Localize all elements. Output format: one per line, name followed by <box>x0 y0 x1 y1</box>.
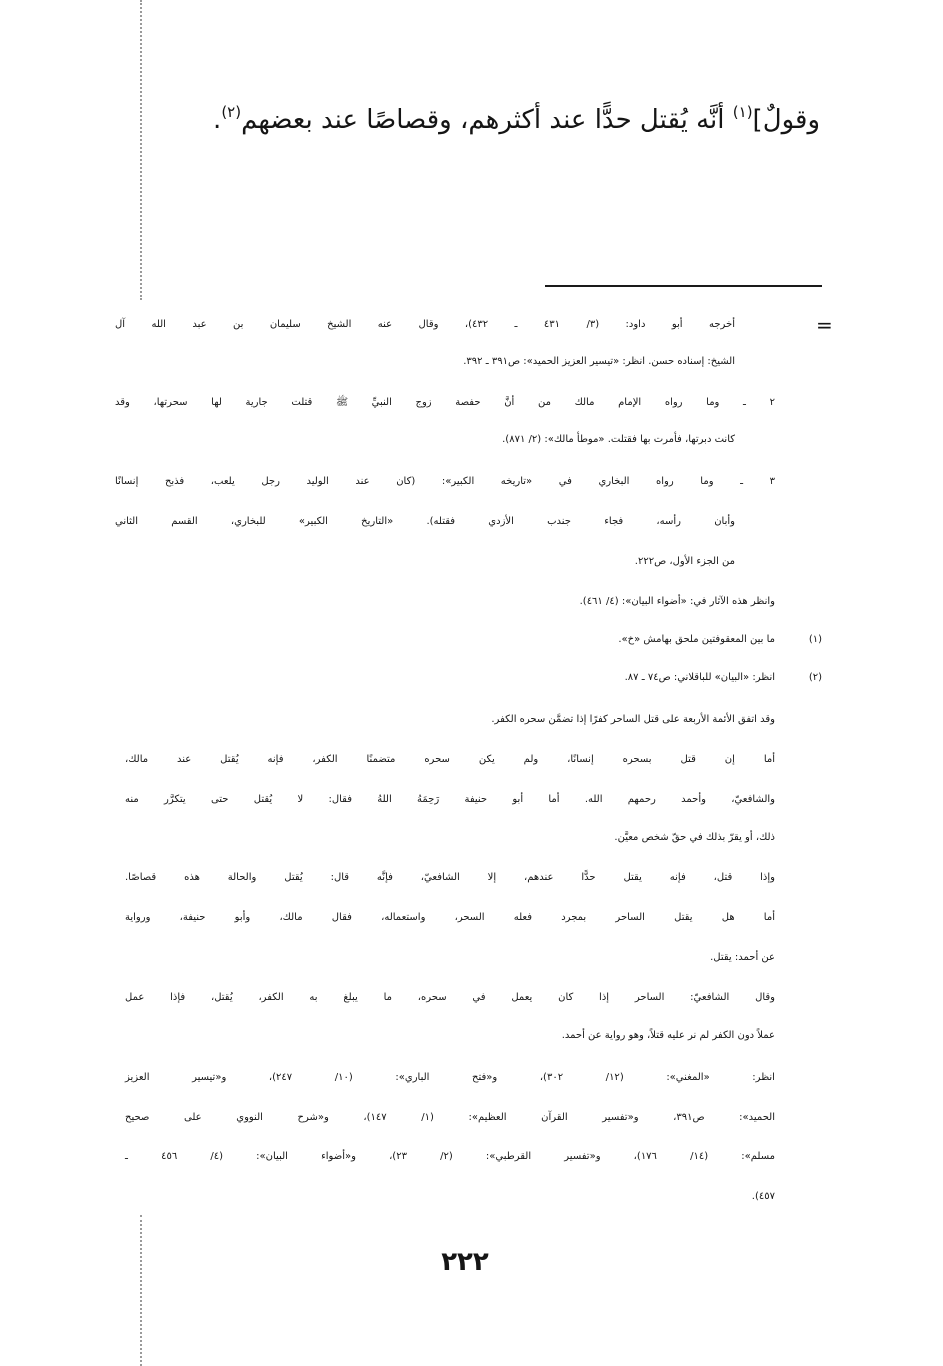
footnote-separator <box>545 285 822 287</box>
footnote-line: كانت دبرتها، فأمرت بها فقتلت. «موطأ مالك»: (٢/ ٨٧١). <box>502 434 735 445</box>
appended-note-line: عن أحمد: يقتل. <box>710 952 775 963</box>
footnote-line: من الجزء الأول، ص٢٢٢. <box>634 556 735 567</box>
footnote-ref-2: (٢) <box>221 103 242 121</box>
appended-note-line: عملاً دون الكفر لم نر عليه قتلاً، وهو رواية عن أحمد. <box>561 1030 775 1041</box>
footnote-line: وأبان رأسه، فجاء جندب الأزدي فقتله). «التاريخ الكبير» للبخاري، القسم الثاني <box>115 516 735 527</box>
scan-margin-dots <box>140 0 142 300</box>
appended-note-line: وقد اتفق الأئمة الأربعة على قتل الساحر كفرًا إذا تضمَّن سحره الكفر. <box>491 714 775 725</box>
footnote-line: وانظر هذه الآثار في: «أضواء البيان»: (٤/ ٤٦١). <box>579 596 775 607</box>
appended-note-line: ٤٥٧). <box>751 1191 775 1202</box>
appended-note-line: والشافعيّ، وأحمد رحمهم الله. أما أبو حنيفة رَحِمَهُ اللهُ فقال: لا يُقتل حتى يتكرَّر منه <box>125 794 775 805</box>
footnote-line: أخرجه أبو داود: (٣/ ٤٣١ ـ ٤٣٢)، وقال عنه الشيخ سليمان بن عبد الله آل <box>115 319 735 330</box>
scan-margin-dots <box>140 1215 142 1366</box>
appended-note-line: ذلك، أو يقرّ بذلك في حقّ شخص معيَّن. <box>614 832 775 843</box>
main-text-middle: أنَّه يُقتل حدًّا عند أكثرهم، وقصاصًا عند بعضهم <box>241 105 733 135</box>
footnote-text: ما بين المعقوفتين ملحق بهامش «خ». <box>618 634 775 645</box>
main-text-start: وقولٌ] <box>752 105 820 135</box>
main-text-line <box>210 100 820 140</box>
footnote-ref-1: (١) <box>732 103 753 121</box>
footnote-line: الشيخ: إسناده حسن. انظر: «تيسير العزيز الحميد»: ص٣٩١ ـ ٣٩٢. <box>463 356 735 367</box>
footnote-continuation-mark: = <box>816 313 833 337</box>
appended-note-line: أما إن قتل بسحره إنسانًا، ولم يكن سحره متضمنًا الكفر، فإنه يُقتل عند مالك، <box>125 754 775 765</box>
main-text-end: . <box>213 105 222 135</box>
footnote-line: ٢ ـ وما رواه الإمام مالك من أنَّ حفصة زوج النبيِّ ﷺ قتلت جارية لها سحرتها، وقد <box>115 397 775 408</box>
appended-note-line: الحميد»: ص٣٩١، و«تفسير القرآن العظيم»: (١/ ١٤٧)، و«شرح النووي على صحيح <box>125 1112 775 1123</box>
appended-note-line: وقال الشافعيّ: الساحر إذا كان يعمل في سحره، ما يبلغ به الكفر، يُقتل، فإذا عمل <box>125 992 775 1003</box>
footnote-line: ٣ ـ وما رواه البخاري في «تاريخه الكبير»: (كان عند الوليد رجل يلعب، فذبح إنسانًا <box>115 476 775 487</box>
footnote-text: انظر: «البيان» للباقلاني: ص٧٤ ـ ٨٧. <box>624 672 775 683</box>
page-number: ٢٢٢ <box>441 1247 489 1277</box>
appended-note-line: مسلم»: (١٤/ ١٧٦)، و«تفسير القرطبي»: (٢/ ٢٣)، و«أضواء البيان»: (٤/ ٤٥٦ ـ <box>125 1151 776 1162</box>
appended-note-line: أما هل يقتل الساحر بمجرد فعله السحر، واستعماله، فقال مالك، وأبو حنيفة، ورواية <box>125 912 775 923</box>
appended-note-line: انظر: «المغني»: (١٢/ ٣٠٢)، و«فتح الباري»: (١٠/ ٢٤٧)، و«تيسير العزيز <box>125 1072 775 1083</box>
footnote-number: (٢) <box>808 672 822 683</box>
footnote-number: (١) <box>808 634 822 645</box>
appended-note-line: وإذا قتل، فإنه يقتل حدًّا عندهم، إلا الشافعيّ، فإنَّه قال: يُقتل والحالة هذه قصاصًا. <box>125 872 775 883</box>
